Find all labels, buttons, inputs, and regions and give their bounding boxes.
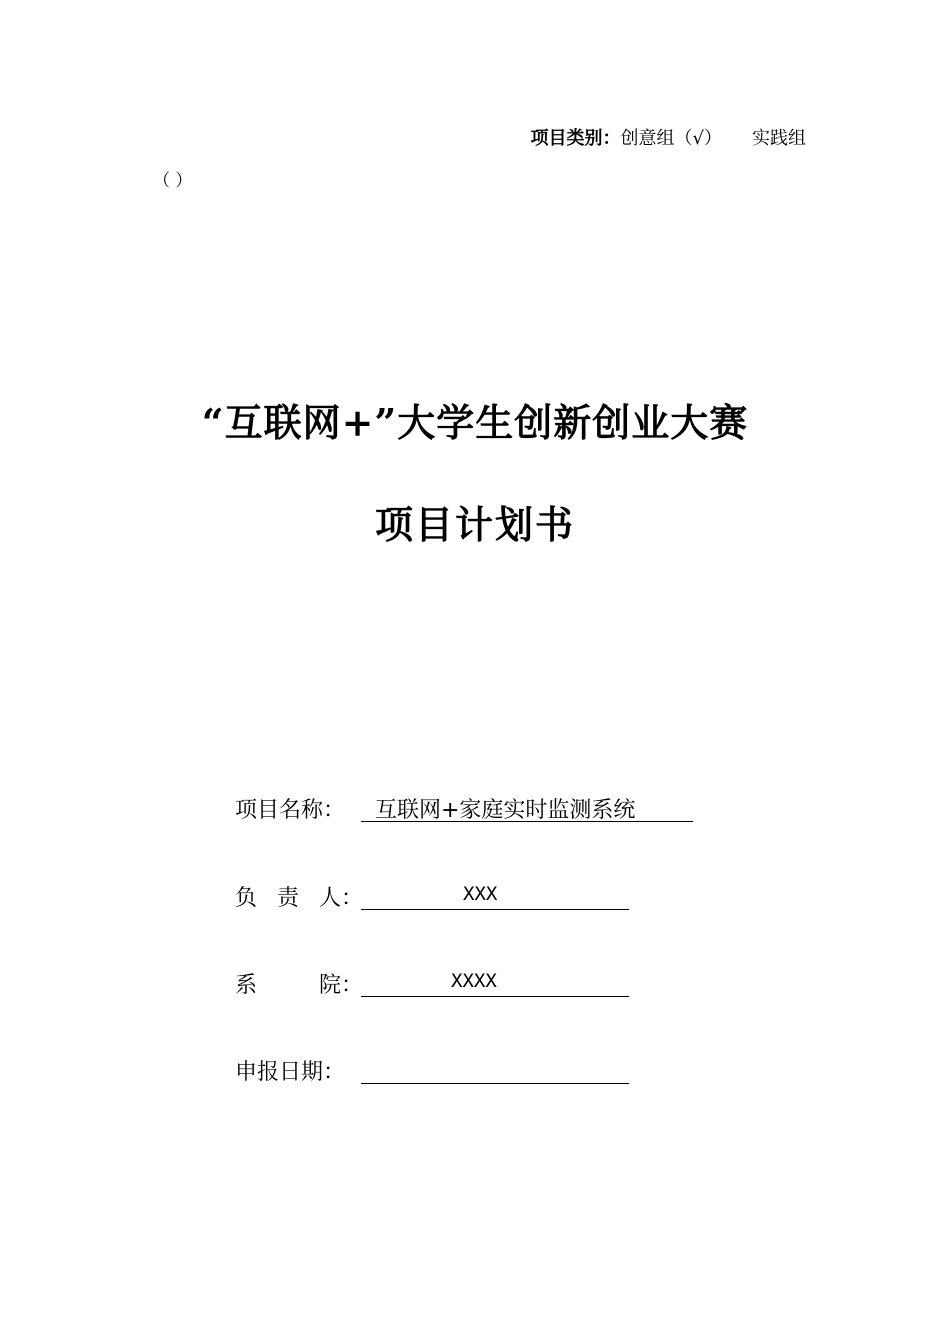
leader-label: 负 责 人: [235, 886, 341, 911]
competition-title: “互联网+”大学生创新创业大赛: [201, 400, 749, 445]
document-title: 项目计划书: [374, 502, 575, 547]
department-field: [361, 968, 629, 997]
leader-field: [361, 881, 629, 910]
department-value: XXXX: [451, 970, 497, 992]
project-category-line: [0, 124, 806, 150]
date-label: 申报日期：: [235, 1060, 346, 1085]
department-colon: ：: [341, 973, 364, 998]
department-label: 系 院: [235, 973, 341, 998]
leader-colon: ：: [341, 886, 364, 911]
creative-group-option: 创意组（√）: [620, 128, 722, 149]
project-name-field: [361, 793, 693, 822]
date-field: [361, 1055, 629, 1084]
leader-value: XXX: [463, 883, 498, 905]
practice-group-mark: （ ）: [153, 171, 193, 191]
practice-group-option: 实践组: [752, 128, 806, 149]
project-name-label: 项目名称：: [235, 798, 346, 823]
project-name-value: 互联网+家庭实时监测系统: [375, 798, 636, 823]
project-category-label: 项目类别：: [530, 128, 621, 149]
